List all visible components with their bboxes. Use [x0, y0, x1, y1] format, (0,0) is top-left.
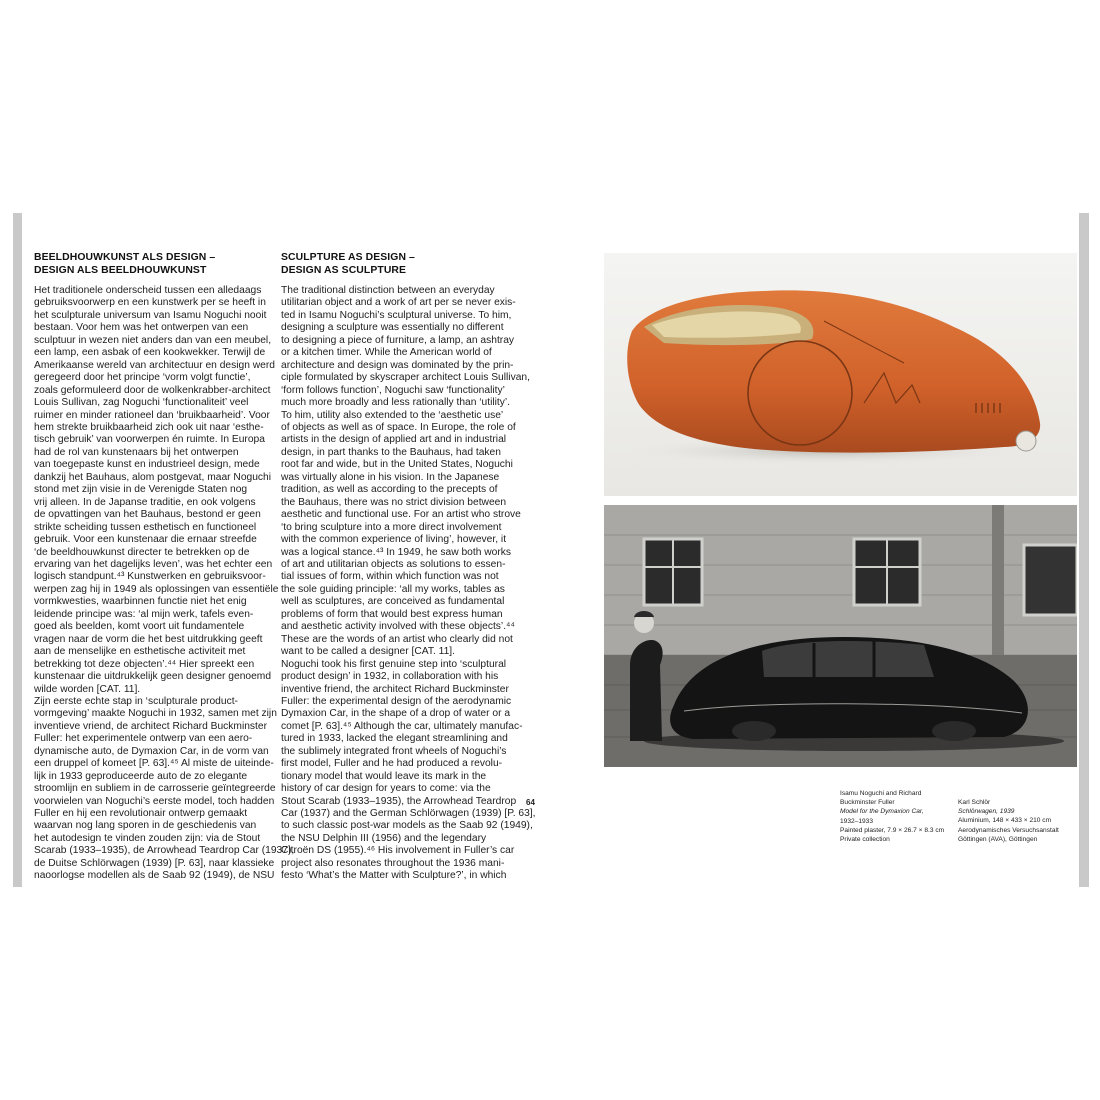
body-text-line: een druppel of komeet [P. 63].⁴⁵ Al miste de uiteinde-	[34, 758, 274, 770]
body-text-line: problems of form that would best express human	[281, 608, 503, 620]
body-text-line: tionary model that would leave its mark in the	[281, 770, 487, 782]
body-text-line: Fuller: the experimental design of the aerodynamic	[281, 695, 512, 707]
caption-left-line: Private collection	[840, 836, 890, 844]
caption-right-line: Aerodynamisches Versuchsanstalt	[958, 826, 1059, 834]
body-text-line: Stout Scarab (1933–1935), the Arrowhead Teardrop	[281, 795, 517, 807]
body-text-line: vormgeving’ maakte Noguchi in 1932, samen met zijn	[34, 708, 277, 720]
body-text-line: first model, Fuller and he had produced a revolu-	[281, 758, 503, 770]
body-text-line: aesthetic and functional use. For an artist who strove	[281, 509, 521, 521]
body-text-line: tradition, as well as according to the precepts of	[281, 484, 498, 496]
dutch-heading-line-1: BEELDHOUWKUNST ALS DESIGN –	[34, 252, 216, 263]
body-text-line: Citroën DS (1955).⁴⁶ His involvement in Fuller’s car	[281, 845, 515, 857]
body-text-line: strikte scheiding tussen esthetisch en functioneel	[34, 521, 257, 533]
english-heading-line-2: DESIGN AS SCULPTURE	[281, 264, 407, 276]
body-text-line: kunstenaar die uitdrukkelijk geen designer genoemd	[34, 671, 272, 683]
page-edge-left	[13, 213, 22, 887]
body-text-line: with the common experience of living’, however, it	[281, 534, 507, 546]
body-text-line: Fuller: het experimentele ontwerp van een aero-	[34, 733, 253, 745]
body-text-line: naoorlogse modellen als de Saab 92 (1949), de NSU	[34, 870, 275, 882]
body-text-line: hem strekte bruikbaarheid zich ook uit naar ‘esthe-	[34, 421, 264, 433]
body-text-line: gebruiksvoorwerp en een kunstwerk per se heeft in	[34, 297, 266, 309]
body-text-line: leidende principe was: ‘al mijn werk, tafels even-	[34, 608, 254, 620]
body-text-line: was a logical stance.⁴³ In 1949, he saw both works	[281, 546, 512, 558]
body-text-line: the Bauhaus, there was no strict division between	[281, 496, 507, 508]
body-text-line: history of car design for years to come: via the	[281, 783, 491, 795]
body-text-line: van toegepaste kunst en industrieel design, mede	[34, 459, 260, 471]
body-text-line: bestaan. Voor hem was het ontwerpen van een	[34, 322, 249, 334]
caption-right-line: Schlörwagen, 1939	[958, 808, 1015, 816]
body-text-line: ‘form follows function’, Noguchi saw ‘functionality’	[281, 384, 505, 396]
page-edge-right	[1079, 213, 1089, 887]
body-text-line: root far and wide, but in the United States, Noguchi	[281, 459, 513, 471]
body-text-line: much more broadly and less rationally than ‘utility’.	[281, 397, 511, 409]
body-text-line: ted in Isamu Noguchi’s sculptural universe. To him,	[281, 309, 512, 321]
body-text-line: of art and utilitarian objects as solutions to essen-	[281, 558, 506, 570]
body-text-line: zoals geformuleerd door de wolkenkrabber-architect	[34, 384, 271, 396]
body-text-line: to designing a piece of furniture, a lamp, an ashtray	[281, 334, 515, 346]
body-text-line: Het traditionele onderscheid tussen een alledaags	[34, 285, 262, 296]
caption-right-line: Karl Schlör	[958, 799, 991, 806]
body-text-line: artists in the design of applied art and in industrial	[281, 434, 507, 446]
english-heading	[281, 252, 415, 277]
body-text-line: goed als beelden, komt voort uit fundamentele	[34, 621, 245, 633]
body-text-line: Dymaxion Car, in the shape of a drop of water or a	[281, 708, 511, 720]
body-text-line: sculptuur in wezen niet anders dan van een meubel,	[34, 334, 272, 346]
body-text-line: festo ‘What’s the Matter with Sculpture?’, in which	[281, 870, 507, 882]
body-text-line: een lamp, een asbak of een kookwekker. Terwijl de	[34, 347, 266, 359]
dymaxion-model-illustration	[604, 253, 1077, 496]
body-text-line: product design’ in 1932, in collaboration with his	[281, 671, 499, 683]
body-text-line: of objects as well as of space. In Europe, the role of	[281, 421, 516, 433]
body-text-line: het sculpturale universum van Isamu Noguchi nooit	[34, 309, 267, 321]
body-text-line: ruimer en minder rationeel dan ‘bruikbaarheid’. Voor	[34, 409, 270, 421]
body-text-line: voorwielen van Noguchi’s eerste model, toch hadden	[34, 795, 275, 807]
body-text-line: vragen naar de vorm die het best uitdrukking geeft	[34, 633, 263, 645]
body-text-line: de Duitse Schlörwagen (1939) [P. 63], naar klassieke	[34, 857, 275, 869]
body-text-line: Louis Sullivan, zag Noguchi ‘functionaliteit’ veel	[34, 397, 249, 409]
body-text-line: Zijn eerste echte stap in ‘sculpturale product-	[34, 695, 238, 707]
body-text-line: logisch standpunt.⁴³ Kunstwerken en gebruiksvoor-	[34, 571, 266, 583]
body-text-line: project also resonates throughout the 1936 mani-	[281, 857, 505, 869]
body-text-line: ‘de beeldhouwkunst directer te betrekken op de	[34, 546, 250, 558]
body-text-line: waarvan nog lang sporen in de geschiedenis van	[34, 820, 257, 832]
body-text-line: werpen zag hij in 1949 als oplossingen van essentiële	[34, 583, 279, 595]
schlorwagen-illustration	[604, 505, 1077, 767]
caption-left-line: 1932–1933	[840, 817, 874, 825]
body-text-line: tisch gebruik’ van voorwerpen én ruimte. In Europa	[34, 434, 265, 446]
body-text-line: to such classic post-war models as the Saab 92 (1949),	[281, 820, 533, 832]
body-text-line: stond met zijn visie in de Verenigde Staten nog	[34, 484, 248, 496]
body-text-line: tial issues of form, within which function was not	[281, 571, 499, 583]
dutch-heading	[34, 252, 215, 277]
schlorwagen-photo	[604, 505, 1077, 767]
body-text-line: want to be called a designer [CAT. 11].	[281, 646, 455, 658]
body-text-line: Fuller en hij een revolutionair ontwerp gemaakt	[34, 808, 248, 820]
body-text-line: was virtually alone in his vision. In the Japanese	[281, 471, 500, 483]
body-text-line: vormkwesties, waarbinnen functie niet het enig	[34, 596, 247, 608]
caption-right-line: Göttingen (AVA), Göttingen	[958, 835, 1038, 843]
body-text-line: aan de menselijke en esthetische activiteit met	[34, 646, 246, 658]
body-text-line: the sublimely integrated front wheels of Noguchi’s	[281, 745, 507, 757]
body-text-line: geregeerd door het principe ‘vorm volgt functie’,	[34, 372, 251, 384]
page-number: 64	[526, 798, 535, 807]
caption-left-line: Isamu Noguchi and Richard	[840, 790, 922, 797]
body-text-line: architecture and design was dominated by the prin-	[281, 359, 514, 371]
body-text-line: the sole guiding principle: ‘all my works, tables as	[281, 583, 505, 595]
caption-left-line: Model for the Dymaxion Car,	[840, 808, 924, 816]
body-text-line: ervaring van het dagelijks leven’, was het echter een	[34, 558, 273, 570]
body-text-line: vrij alleen. In de Japanse traditie, en ook volgens	[34, 496, 256, 508]
caption-right-line: Aluminium, 148 × 433 × 210 cm	[958, 817, 1052, 825]
body-text-line: gebruik. Voor een kunstenaar die ernaar streefde	[34, 534, 257, 546]
body-text-line: utilitarian object and a work of art per se never exis-	[281, 297, 516, 309]
body-text-line: Car (1937) and the German Schlörwagen (1939) [P. 63],	[281, 808, 536, 820]
dutch-body-column	[34, 285, 294, 883]
body-text-line: well as sculptures, are conceived as fundamental	[281, 596, 505, 608]
caption-schlorwagen	[958, 798, 1059, 844]
body-text-line: wilde worden [CAT. 11].	[34, 683, 141, 695]
body-text-line: dankzij het Bauhaus, alom postgevat, maar Noguchi	[34, 471, 272, 483]
english-body-column	[281, 285, 536, 883]
body-text-line: inventive friend, the architect Richard Buckminster	[281, 683, 509, 695]
body-text-line: betrekking tot deze objecten’.⁴⁴ Hier spreekt een	[34, 658, 255, 670]
body-text-line: lijk in 1933 geproduceerde auto de zo elegante	[34, 770, 248, 782]
body-text-line: tured in 1933, lacked the elegant streamlining and	[281, 733, 508, 745]
body-text-line: dynamische auto, de Dymaxion Car, in de vorm van	[34, 745, 269, 757]
body-text-line: comet [P. 63].⁴⁵ Although the car, ultimately manufac-	[281, 720, 523, 732]
body-text-line: Amerikaanse wereld van architectuur en design werd	[34, 359, 276, 371]
body-text-line: design, in part thanks to the Bauhaus, had taken	[281, 446, 501, 458]
body-text-line: stroomlijn en subliem in de carrosserie geïntegreerde	[34, 783, 276, 795]
body-text-line: or a kitchen timer. While the American world of	[281, 347, 492, 359]
body-text-line: the NSU Delphin III (1956) and the legendary	[281, 832, 487, 844]
body-text-line: The traditional distinction between an everyday	[281, 285, 495, 296]
caption-left-line: Painted plaster, 7.9 × 26.7 × 8.3 cm	[840, 826, 945, 834]
body-text-line: and aesthetic activity involved with these objects’.⁴⁴	[281, 621, 515, 633]
body-text-line: het autodesign te vinden zouden zijn: via de Stout	[34, 832, 261, 844]
body-text-line: Noguchi took his first genuine step into ‘sculptural	[281, 658, 507, 670]
body-text-line: inventieve vriend, de architect Richard Buckminster	[34, 720, 268, 732]
body-text-line: These are the words of an artist who clearly did not	[281, 633, 513, 645]
caption-left-line: Buckminster Fuller	[840, 799, 895, 807]
dutch-heading-line-2: DESIGN ALS BEELDHOUWKUNST	[34, 264, 207, 276]
body-text-line: ‘to bring sculpture into a more direct involvement	[281, 521, 502, 533]
body-text-line: de opvattingen van het Bauhaus, bestond er geen	[34, 509, 261, 521]
caption-dymaxion-model	[840, 789, 944, 844]
body-text-line: Scarab (1933–1935), de Arrowhead Teardrop Car (1937),	[34, 845, 295, 857]
dymaxion-model-photo	[604, 253, 1077, 496]
body-text-line: ciple formulated by skyscraper architect Louis Sullivan,	[281, 372, 530, 384]
body-text-line: To him, utility also extended to the ‘aesthetic use’	[281, 409, 504, 421]
body-text-line: had de rol van kunstenaars bij het ontwerpen	[34, 446, 239, 458]
english-heading-line-1: SCULPTURE AS DESIGN –	[281, 252, 415, 263]
body-text-line: designing a sculpture was essentially no different	[281, 322, 504, 334]
